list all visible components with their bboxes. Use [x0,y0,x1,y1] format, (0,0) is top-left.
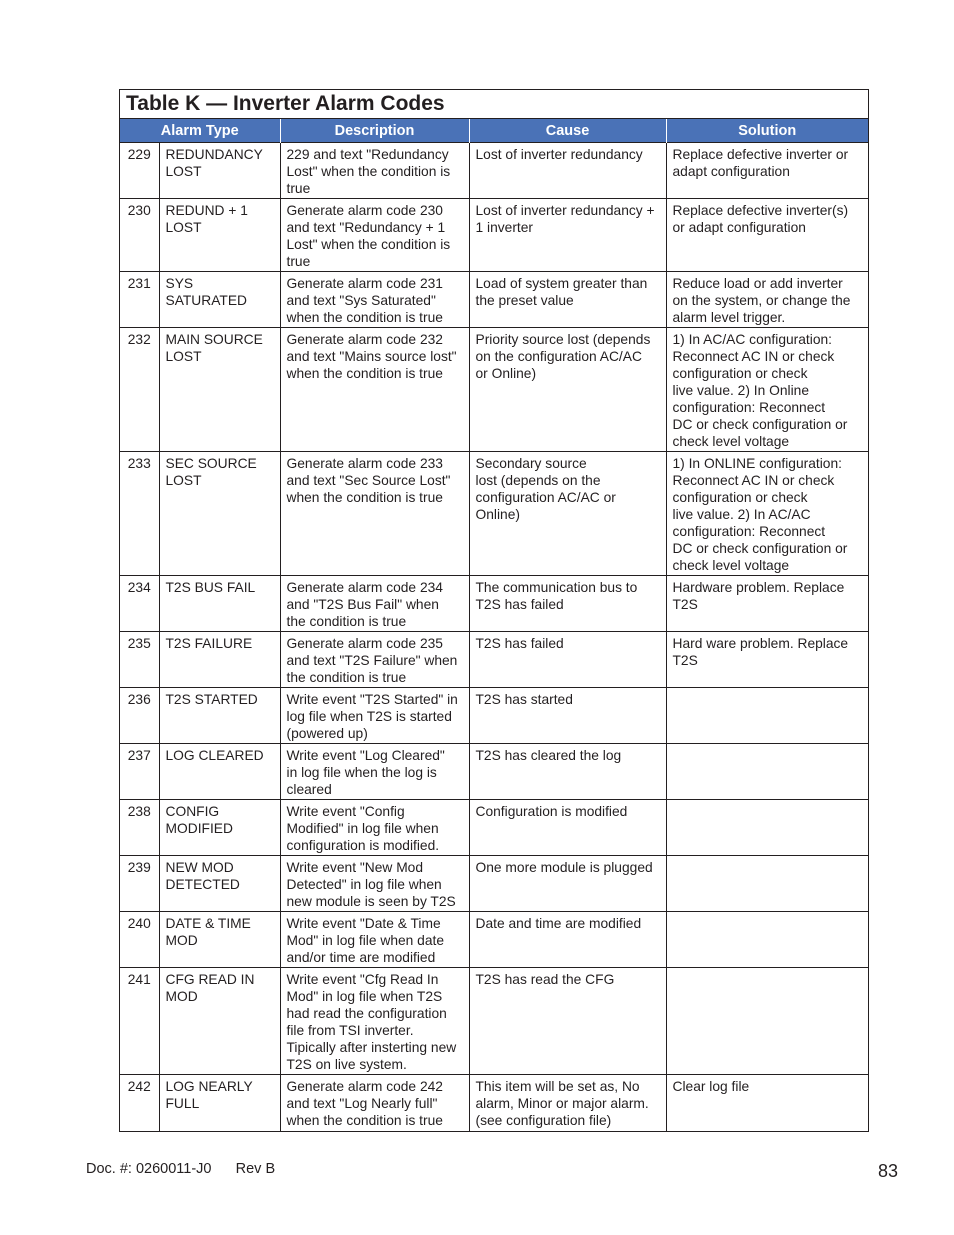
cause-cell: This item will be set as, No alarm, Minor or major alarm. (see configuration file) [469,1075,666,1131]
solution-cell: 1) In AC/AC configuration: Reconnect AC IN or check configuration or check live value. 2) In Online configuration: Reconnect DC or check configuration or check level voltage [666,328,868,452]
cause-cell: Secondary source lost (depends on the configuration AC/AC or Online) [469,452,666,576]
description-cell: Write event "New Mod Detected" in log file when new module is seen by T2S [280,856,469,912]
solution-cell [666,968,868,1075]
alarm-type-cell: LOG CLEARED [159,744,280,800]
cause-cell: Lost of inverter redundancy + 1 inverter [469,199,666,272]
description-cell: Generate alarm code 235 and text "T2S Failure" when the condition is true [280,632,469,688]
description-cell: Generate alarm code 232 and text "Mains source lost" when the condition is true [280,328,469,452]
alarm-type-cell: LOG NEARLY FULL [159,1075,280,1131]
table-row [120,632,868,688]
alarm-type-cell: REDUNDANCY LOST [159,143,280,199]
table-row [120,576,868,632]
cause-cell: One more module is plugged [469,856,666,912]
solution-cell [666,800,868,856]
alarm-code-cell: 240 [120,912,159,968]
solution-cell: Hard ware problem. Replace T2S [666,632,868,688]
header-alarm-type: Alarm Type [120,119,280,143]
alarm-code-cell: 241 [120,968,159,1075]
page-number: 83 [877,1161,898,1181]
header-solution: Solution [666,119,868,143]
alarm-code-cell: 238 [120,800,159,856]
alarm-code-cell: 232 [120,328,159,452]
solution-cell [666,856,868,912]
cause-cell: The communication bus to T2S has failed [469,576,666,632]
table-row [120,856,868,912]
table-row [120,744,868,800]
description-cell: Generate alarm code 230 and text "Redundancy + 1 Lost" when the condition is true [280,199,469,272]
cause-cell: T2S has cleared the log [469,744,666,800]
solution-cell: Clear log file [666,1075,868,1131]
solution-cell: 1) In ONLINE configuration: Reconnect AC IN or check configuration or check live value. 2) In AC/AC configuration: Reconnect DC or check configuration or check level voltage [666,452,868,576]
solution-cell [666,688,868,744]
alarm-code-cell: 237 [120,744,159,800]
cause-cell: Configuration is modified [469,800,666,856]
description-cell: Generate alarm code 242 and text "Log Nearly full" when the condition is true [280,1075,469,1131]
alarm-type-cell: DATE & TIME MOD [159,912,280,968]
table-row [120,912,868,968]
description-cell: Write event "Cfg Read In Mod" in log file when T2S had read the configuration file from TSI inverter. Tipically after insterting new T2S on live system. [280,968,469,1075]
description-cell: Generate alarm code 233 and text "Sec Source Lost" when the condition is true [280,452,469,576]
cause-cell: T2S has started [469,688,666,744]
table-title: Table K — Inverter Alarm Codes [120,90,868,119]
table-row [120,328,868,452]
alarm-code-cell: 239 [120,856,159,912]
solution-cell: Replace defective inverter(s) or adapt configuration [666,199,868,272]
alarm-type-cell: CFG READ IN MOD [159,968,280,1075]
alarm-type-cell: MAIN SOURCE LOST [159,328,280,452]
alarm-type-cell: NEW MOD DETECTED [159,856,280,912]
cause-cell: T2S has read the CFG [469,968,666,1075]
alarm-type-cell: SEC SOURCE LOST [159,452,280,576]
table-row [120,1075,868,1131]
table-row [120,800,868,856]
cause-cell: Priority source lost (depends on the configuration AC/AC or Online) [469,328,666,452]
cause-cell: Lost of inverter redundancy [469,143,666,199]
table-row [120,688,868,744]
alarm-type-cell: CONFIG MODIFIED [159,800,280,856]
alarm-table [120,119,868,1131]
description-cell: Write event "Config Modified" in log file when configuration is modified. [280,800,469,856]
alarm-code-cell: 234 [120,576,159,632]
alarm-code-cell: 236 [120,688,159,744]
solution-cell: Reduce load or add inverter on the system, or change the alarm level trigger. [666,272,868,328]
document-number: Doc. #: 0260011-J0 Rev B [86,1161,276,1177]
cause-cell: Date and time are modified [469,912,666,968]
description-cell: Write event "Log Cleared" in log file when the log is cleared [280,744,469,800]
alarm-code-cell: 230 [120,199,159,272]
cause-cell: Load of system greater than the preset value [469,272,666,328]
description-cell: Generate alarm code 234 and "T2S Bus Fail" when the condition is true [280,576,469,632]
header-description: Description [280,119,469,143]
alarm-type-cell: SYS SATURATED [159,272,280,328]
alarm-code-cell: 233 [120,452,159,576]
alarm-type-cell: REDUND + 1 LOST [159,199,280,272]
solution-cell [666,744,868,800]
alarm-type-cell: T2S FAILURE [159,632,280,688]
description-cell: 229 and text "Redundancy Lost" when the condition is true [280,143,469,199]
header-cause: Cause [469,119,666,143]
alarm-code-cell: 242 [120,1075,159,1131]
table-row [120,968,868,1075]
description-cell: Write event "Date & Time Mod" in log file when date and/or time are modified [280,912,469,968]
description-cell: Write event "T2S Started" in log file when T2S is started (powered up) [280,688,469,744]
cause-cell: T2S has failed [469,632,666,688]
solution-cell: Replace defective inverter or adapt configuration [666,143,868,199]
solution-cell: Hardware problem. Replace T2S [666,576,868,632]
table-header-row [120,119,868,143]
alarm-type-cell: T2S STARTED [159,688,280,744]
table-row [120,143,868,199]
alarm-code-cell: 231 [120,272,159,328]
alarm-type-cell: T2S BUS FAIL [159,576,280,632]
table-row [120,272,868,328]
description-cell: Generate alarm code 231 and text "Sys Saturated" when the condition is true [280,272,469,328]
alarm-code-cell: 229 [120,143,159,199]
solution-cell [666,912,868,968]
table-row [120,199,868,272]
alarm-code-cell: 235 [120,632,159,688]
table-row [120,452,868,576]
alarm-codes-table [119,89,869,1132]
